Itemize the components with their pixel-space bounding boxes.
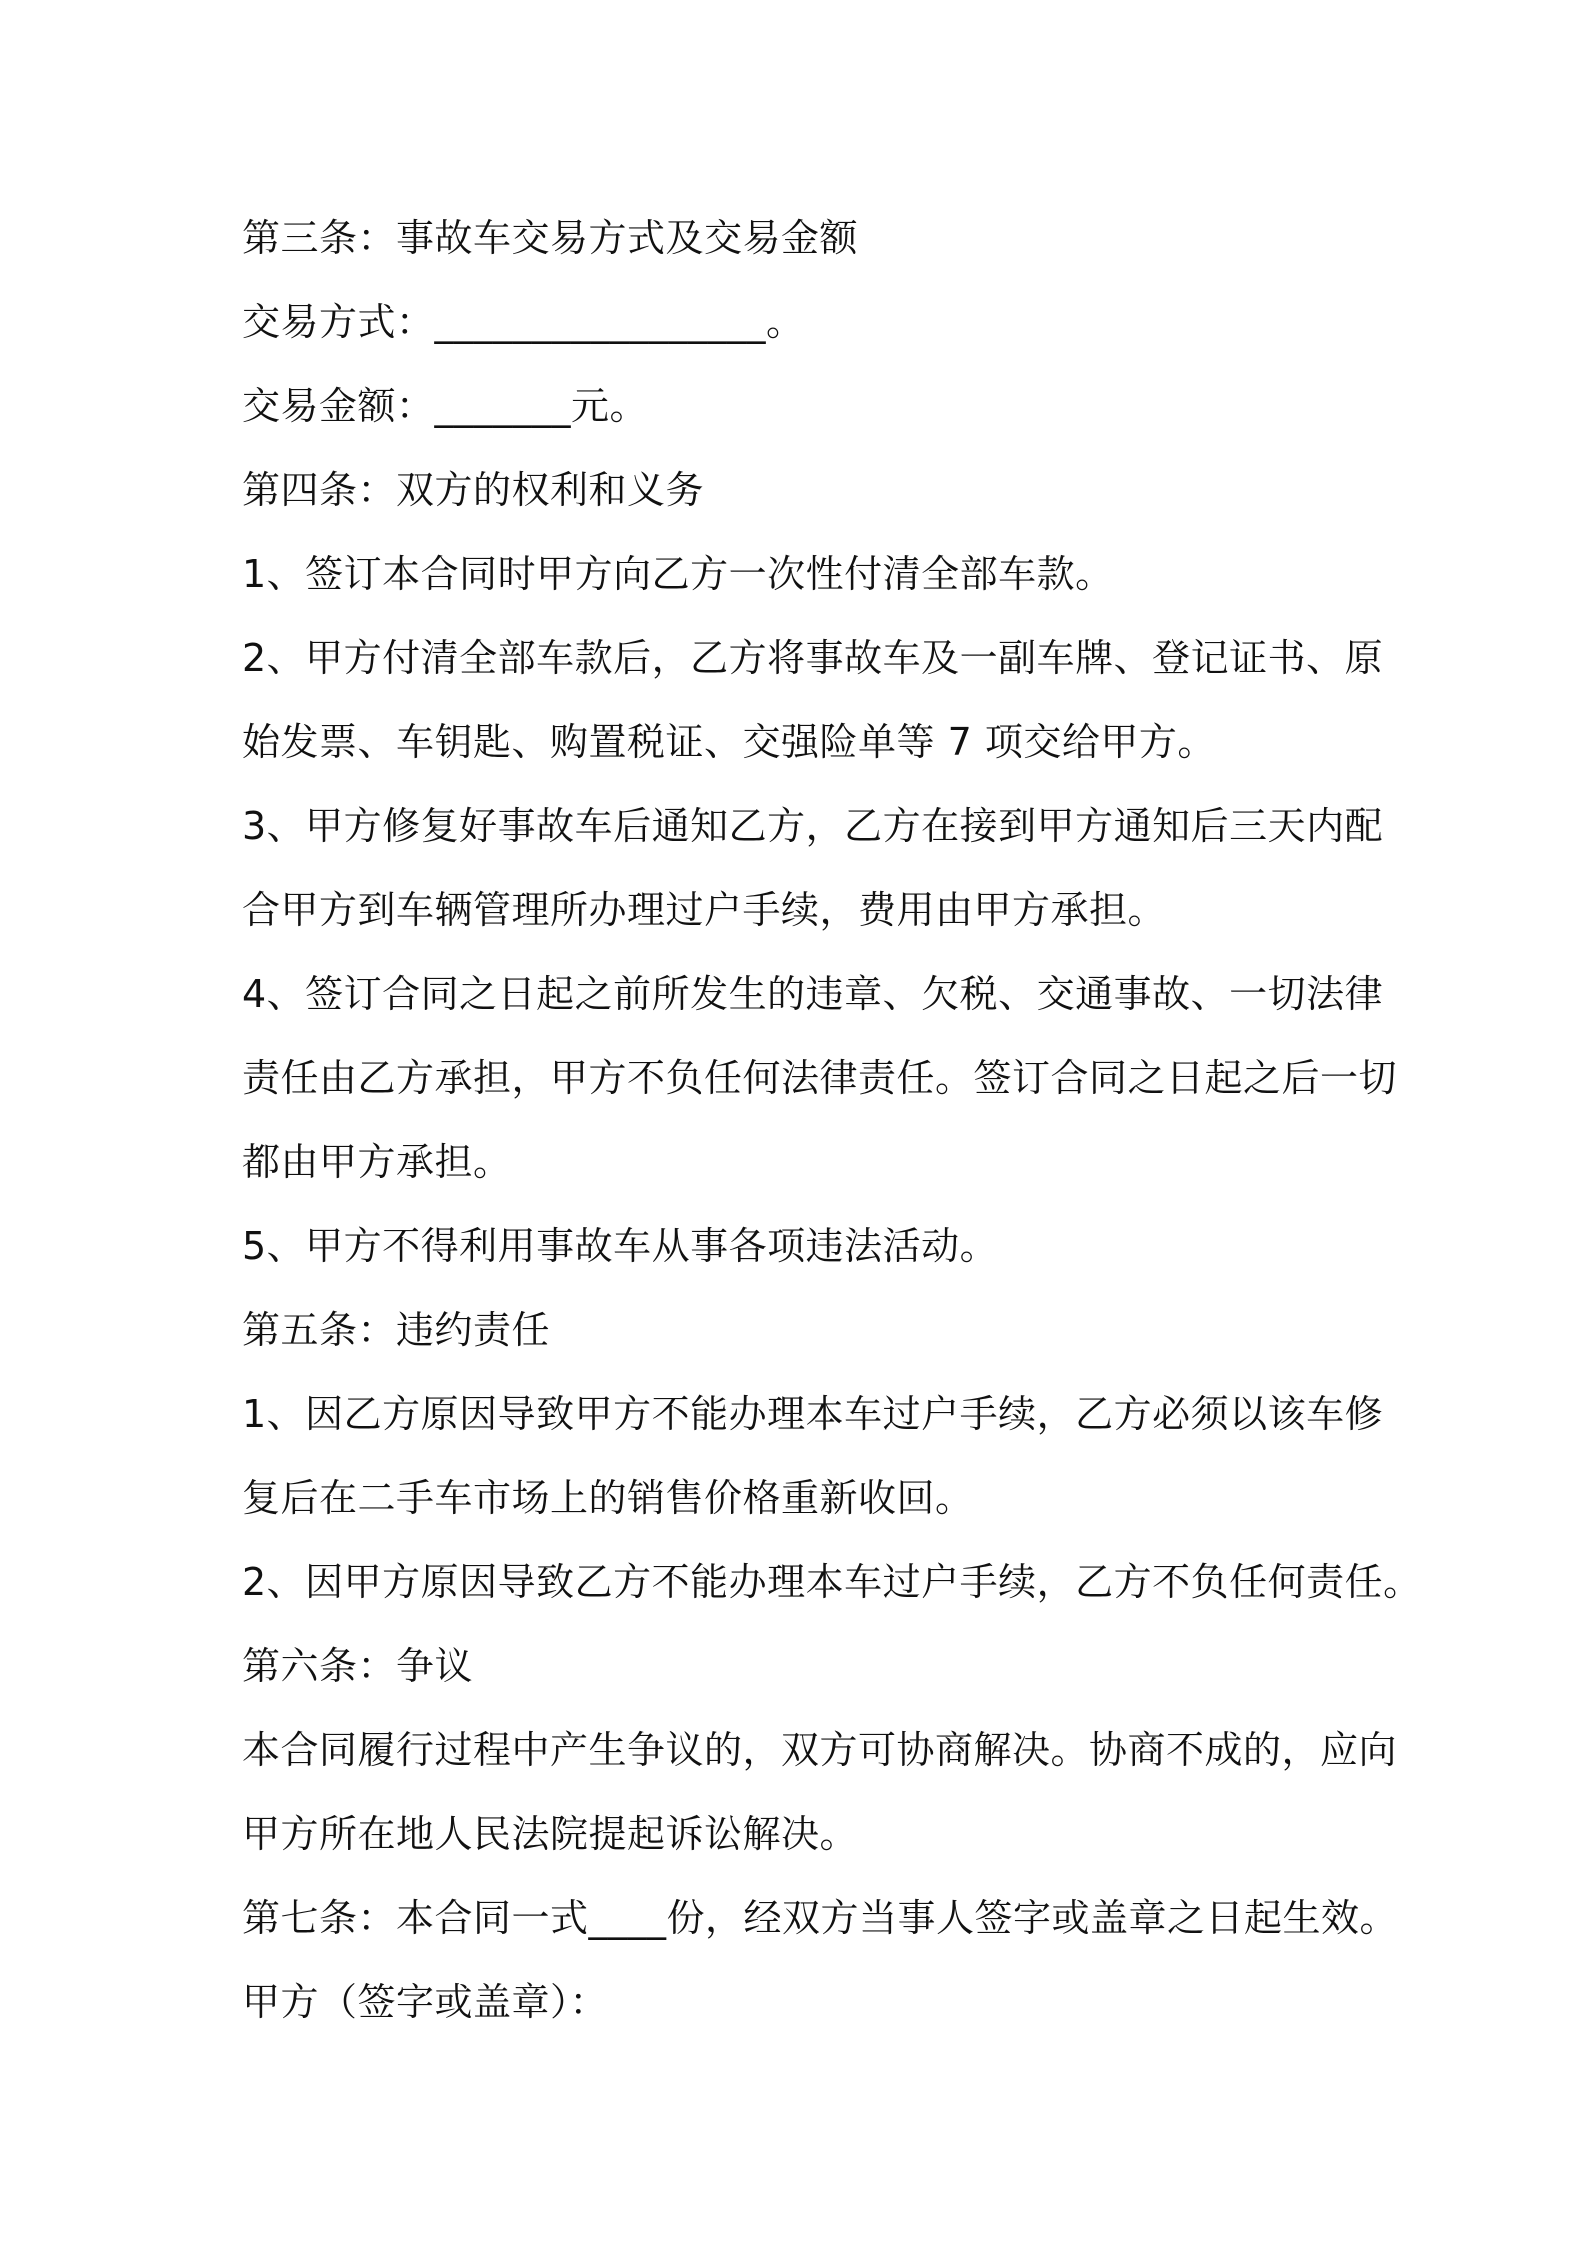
article-7-text: 第七条：本合同一式____份，经双方当事人签字或盖章之日起生效。: [242, 1896, 1399, 1940]
article-4-heading: 第四条：双方的权利和义务: [242, 468, 705, 512]
contract-page: [242, 196, 1422, 2044]
article-4-item-3-line-1: 3、甲方修复好事故车后通知乙方，乙方在接到甲方通知后三天内配: [242, 804, 1384, 848]
article-4-item-2-line-1: 2、甲方付清全部车款后，乙方将事故车及一副车牌、登记证书、原: [242, 636, 1384, 680]
article-4-item-2-line-2: 始发票、车钥匙、购置税证、交强险单等 7 项交给甲方。: [242, 720, 1216, 764]
article-6-heading: 第六条：争议: [242, 1644, 474, 1688]
article-4-item-4-line-3: 都由甲方承担。: [242, 1140, 512, 1184]
transaction-amount-line: 交易金额：_______元。: [242, 384, 649, 428]
article-4-item-3-line-2: 合甲方到车辆管理所办理过户手续，费用由甲方承担。: [242, 888, 1167, 932]
article-4-item-4-line-1: 4、签订合同之日起之前所发生的违章、欠税、交通事故、一切法律: [242, 972, 1384, 1016]
article-4-item-4-line-2: 责任由乙方承担，甲方不负任何法律责任。签订合同之日起之后一切: [242, 1056, 1398, 1100]
article-3-heading: 第三条：事故车交易方式及交易金额: [242, 216, 859, 260]
article-5-item-1-line-1: 1、因乙方原因导致甲方不能办理本车过户手续，乙方必须以该车修: [242, 1392, 1384, 1436]
article-4-item-1: 1、签订本合同时甲方向乙方一次性付清全部车款。: [242, 552, 1114, 596]
article-6-text-line-2: 甲方所在地人民法院提起诉讼解决。: [242, 1812, 859, 1856]
article-4-item-5: 5、甲方不得利用事故车从事各项违法活动。: [242, 1224, 999, 1268]
transaction-method-line: 交易方式：_________________。: [242, 300, 805, 344]
party-a-signature-label: 甲方（签字或盖章）：: [242, 1980, 609, 2024]
article-5-item-1-line-2: 复后在二手车市场上的销售价格重新收回。: [242, 1476, 974, 1520]
article-5-item-2: 2、因甲方原因导致乙方不能办理本车过户手续，乙方不负任何责任。: [242, 1560, 1422, 1604]
article-5-heading: 第五条：违约责任: [242, 1308, 551, 1352]
article-6-text-line-1: 本合同履行过程中产生争议的，双方可协商解决。协商不成的，应向: [242, 1728, 1398, 1772]
